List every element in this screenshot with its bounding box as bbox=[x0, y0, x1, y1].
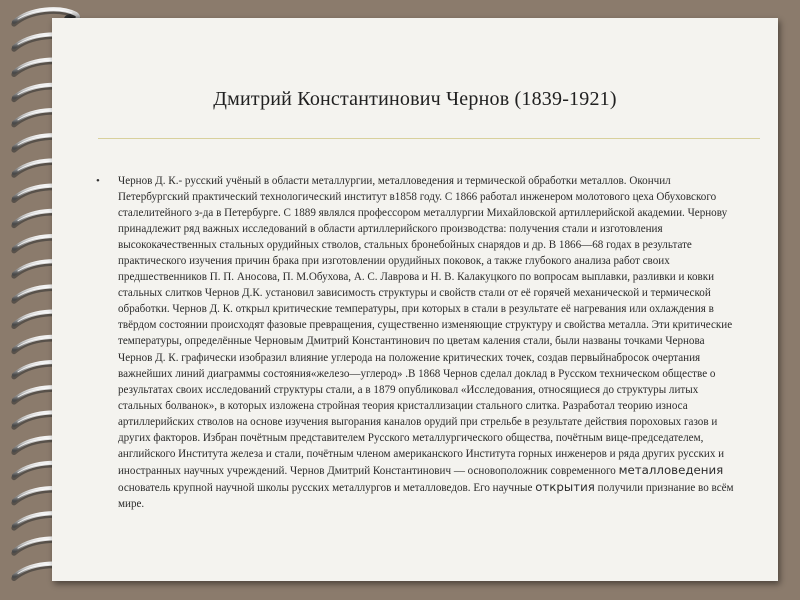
body-text-otkrytiya: открытия bbox=[535, 479, 595, 494]
body-text-metallovedeniya: металловедения bbox=[618, 462, 724, 477]
title-divider bbox=[98, 138, 760, 139]
body-text-part-2: основатель крупной научной школы русских металлургов и металловедов. Его научные bbox=[118, 481, 536, 494]
body-text-part-1: Чернов Д. К.- русский учёный в области металлургии, металловедения и термической обработки металлов. Окончил Петербургский практический технологический институт в1858 году. С 1866 работал инженером молотового цеха Обуховского сталелитейного з-да в Петербурге. С 1889 являлся профессором металлургии Михайловской артиллерийской академии. Чернову принадлежит ряд важных исследований в области артиллерийского производства: получения стали и изготовления высококачественных стальных орудийных стволов, стальных бронебойных снарядов и др. В 1866—68 годах в результате практического изучения причин брака при изготовлении орудийных поковок, а также глубокого анализа работ своих предшественников П. П. Аносова, П. М.Обухова, А. С. Лаврова и Н. В. Калакуцкого по вопросам выплавки, разливки и ковки стальных слитков Чернов Д.К. установил зависимость структуры и свойств стали от её горячей механической и термической обработки. Чернов Д. К. открыл критические температуры, при которых в стали в результате её нагревания или охлаждения в твёрдом состоянии происходят фазовые превращения, существенно изменяющие структуру и свойства металла. Эти критические температуры, определённые Черновым Дмитрий Константинович по цветам каления стали, были названы точками Чернова Чернов Д. К. графически изобразил влияние углерода на положение критических точек, создав первыйнабросок очертания важнейших линий диаграммы состояния«железо—углерод» .В 1868 Чернов сделал доклад в Русском техническом обществе о результатах своих исследований структуры стали, а в 1879 опубликовал «Исследования, относящиеся до структуры литых стальных болванок», в которых изложена стройная теория кристаллизации стального слитка. Разработал теорию износа артиллерийских стволов на основе изучения выгорания каналов орудий при стрельбе в результате действия пороховых газов и других факторов. Избран почётным представителем Русского металлургического общества, почётным вице-председателем, английского Института железа и стали, почётным членом американского Института горных инженеров и ряда других русских и иностранных научных учреждений. Чернов Дмитрий Константинович — основоположник современного bbox=[118, 175, 733, 477]
body-paragraph bbox=[118, 173, 738, 512]
paper-page bbox=[52, 18, 778, 581]
body-text-part-3: получили признание во всём мире. bbox=[118, 481, 734, 510]
slide-title: Дмитрий Константинович Чернов (1839-1921) bbox=[213, 88, 617, 110]
bullet-icon: • bbox=[96, 175, 100, 187]
